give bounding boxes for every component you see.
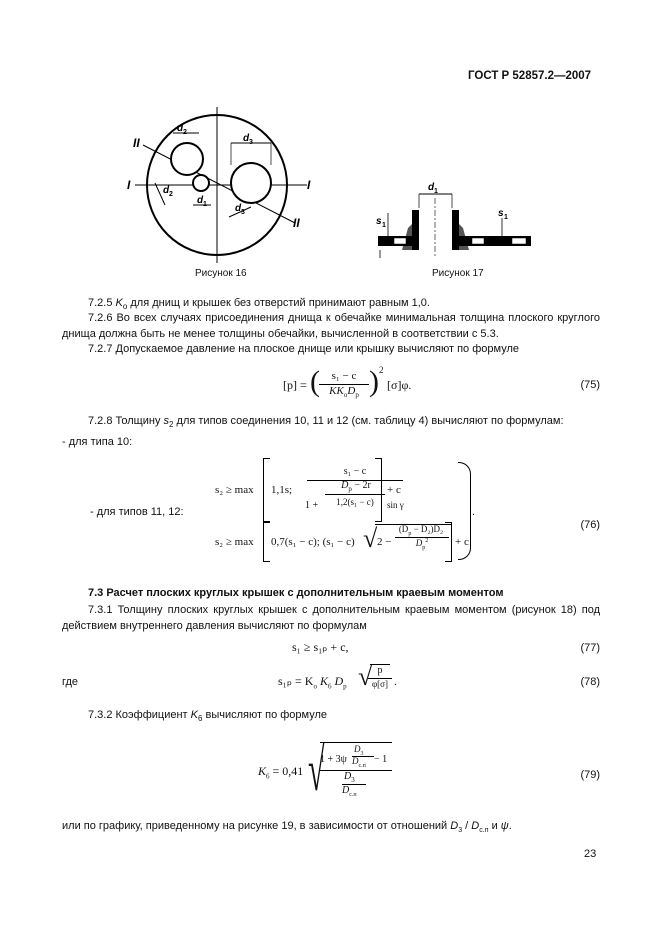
svg-text:2: 2 bbox=[169, 191, 173, 198]
figure-17 bbox=[372, 178, 537, 258]
paragraph-7-3-1: 7.3.1 Толщину плоских круглых крышек с дополнительным краевым моментом (рисунок 18) под действием внутреннего давления вычисляют по формулам bbox=[62, 604, 600, 632]
svg-text:2: 2 bbox=[183, 129, 187, 136]
axis-II-right: II bbox=[293, 216, 300, 230]
fig17-s1-left: s bbox=[376, 216, 382, 227]
fig16-d2-label: d bbox=[177, 123, 184, 134]
equation-75: [p] = ( s₁ − c $KK_oD_p$ ) 2 [σ]φ. bbox=[283, 365, 412, 400]
fig16-d3b-label: d bbox=[235, 203, 242, 214]
type-11-12-label: - для типов 11, 12: bbox=[90, 506, 184, 518]
figure-16 bbox=[125, 105, 325, 265]
equation-77: s₁ ≥ s₁ₚ + c, bbox=[292, 640, 349, 654]
fig17-d1-label: d bbox=[428, 182, 435, 193]
figure-17-caption: Рисунок 17 bbox=[432, 268, 484, 279]
svg-text:3: 3 bbox=[241, 209, 245, 216]
equation-76-bottom: s₂ ≥ max 0,7(s₁ − c); (s₁ − c) √ 2 − $(D_p - D_2)D_2$ $D_p^2$ + c bbox=[215, 522, 475, 562]
equation-78: $s_{1p} = K_o$ $K_6$ $D_p$ √ p φ[σ] . bbox=[278, 662, 397, 691]
standard-header: ГОСТ Р 52857.2—2007 bbox=[468, 70, 592, 82]
axis-II-left: II bbox=[133, 136, 140, 150]
type-10-label: - для типа 10: bbox=[62, 436, 133, 448]
svg-text:1: 1 bbox=[203, 201, 207, 208]
section-7-3-heading: 7.3 Расчет плоских круглых крышек с дополнительным краевым моментом bbox=[88, 587, 504, 599]
nozzle-section-right bbox=[452, 210, 459, 250]
hole-d1 bbox=[193, 175, 209, 191]
axis-I-right: I bbox=[307, 178, 311, 192]
figure-16-caption: Рисунок 16 bbox=[195, 268, 247, 279]
fig16-d2b-label: d bbox=[163, 185, 170, 196]
paragraph-7-2-8: 7.2.8 Толщину $s_2$ для типов соединения 10, 11 и 12 (см. таблицу 4) вычисляют по формулам: bbox=[88, 415, 564, 430]
page-number: 23 bbox=[584, 848, 597, 860]
fig16-d1-label: d bbox=[197, 195, 204, 206]
fig16-d3-label: d bbox=[243, 133, 250, 144]
paragraph-7-2-7: 7.2.7 Допускаемое давление на плоское днище или крышку вычисляют по формуле bbox=[88, 343, 519, 355]
hole-d3 bbox=[231, 163, 271, 203]
paragraph-7-2-6: 7.2.6 Во всех случаях присоединения днища к обечайке минимальная толщина плоского круглого днища должна быть не менее толщины обечайки, вычисленной в соответствии с 5.3. bbox=[62, 312, 600, 340]
equation-78-number: (78) bbox=[580, 676, 600, 688]
equation-77-number: (77) bbox=[580, 642, 600, 654]
equation-76-number: (76) bbox=[580, 519, 600, 531]
svg-text:1: 1 bbox=[434, 188, 438, 195]
equation-79: $K_6 = 0,41$ √ 1 + 3ψ $D_3$ $D_{с.п}$ − 1 $D_3$ $D_{с.п}$ bbox=[258, 740, 398, 804]
paragraph-7-2-5: 7.2.5 $K_o$ для днищ и крышек без отверстий принимают равным 1,0. bbox=[88, 297, 430, 312]
nozzle-section-left bbox=[412, 210, 419, 250]
fig17-s1-right: s bbox=[498, 208, 504, 219]
where-label: где bbox=[62, 676, 79, 688]
svg-text:1: 1 bbox=[382, 222, 386, 229]
paragraph-last: или по графику, приведенному на рисунке 19, в зависимости от отношений $D_3 / D_{с.п}$ и ψ. bbox=[62, 820, 512, 835]
equation-76-top: s₂ ≥ max 1,1s; s₁ − c $D_p - 2r$ 1 + 1,2(s₁ − c) sin γ + c bbox=[215, 458, 465, 522]
svg-text:1: 1 bbox=[504, 214, 508, 221]
axis-I-left: I bbox=[127, 178, 131, 192]
paragraph-7-3-2: 7.3.2 Коэффициент $K_6$ вычисляют по формуле bbox=[88, 709, 328, 724]
equation-75-number: (75) bbox=[580, 379, 600, 391]
svg-text:3: 3 bbox=[249, 139, 253, 146]
equation-79-number: (79) bbox=[580, 769, 600, 781]
hole-d2 bbox=[171, 143, 203, 175]
